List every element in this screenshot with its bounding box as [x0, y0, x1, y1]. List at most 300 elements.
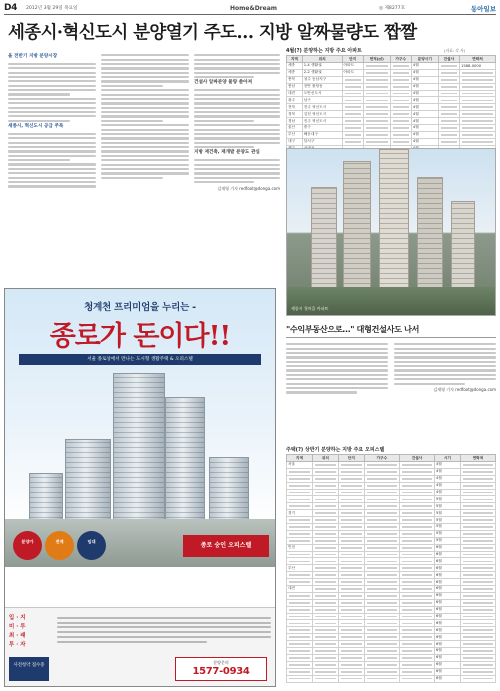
table-row [287, 125, 496, 132]
table-row [287, 551, 496, 558]
table-cell [287, 648, 313, 655]
table-cell [338, 613, 364, 620]
table-row [287, 558, 496, 565]
table-cell [342, 97, 363, 104]
table-cell [364, 613, 399, 620]
table-cell [459, 111, 495, 118]
table-cell [312, 579, 338, 586]
table-cell [312, 572, 338, 579]
ad-badge: 임대 [77, 531, 106, 560]
table-cell [459, 69, 495, 76]
ad-subline: 서울 종로상에서 만나는 도시형 생활주택 & 오피스텔 [19, 354, 261, 365]
table-row [287, 544, 496, 551]
table-header-cell: 가구수 [364, 455, 399, 462]
table-cell [390, 90, 411, 97]
table-header-cell: 연락처 [460, 455, 495, 462]
table-cell: 전주 혁신도시 [302, 104, 342, 111]
table-cell [312, 641, 338, 648]
building-illustration [29, 473, 63, 523]
table-cell [312, 475, 338, 482]
table-row [287, 606, 496, 613]
table-row [287, 90, 496, 97]
table-cell [460, 468, 495, 475]
table-cell: 6월 [434, 606, 460, 613]
table-cell [342, 131, 363, 138]
table-cell: 5월 [434, 517, 460, 524]
table-cell [338, 675, 364, 682]
table-cell [460, 475, 495, 482]
table-cell [460, 661, 495, 668]
table-cell [338, 496, 364, 503]
table-cell [363, 69, 390, 76]
table-cell: 충북 [287, 76, 303, 83]
table-cell: 대전 [287, 586, 313, 593]
table-cell: 인천 [287, 544, 313, 551]
table-cell [363, 138, 390, 145]
table-row [287, 613, 496, 620]
table-cell [460, 482, 495, 489]
table-cell [390, 111, 411, 118]
table-header-cell: 위치 [312, 455, 338, 462]
table-header-cell: 건설사 [399, 455, 434, 462]
text-lines [8, 63, 96, 122]
table-cell: 6월 [434, 654, 460, 661]
table-cell [363, 118, 390, 125]
table-header-cell: 지역 [287, 56, 303, 63]
table-cell [399, 558, 434, 565]
text-lines [101, 54, 189, 179]
table-cell [338, 654, 364, 661]
table-cell [287, 599, 313, 606]
table-cell [342, 118, 363, 125]
table-cell [438, 76, 459, 83]
table1-title: 4월(?) 분양하는 지방 주요 아파트 [286, 48, 362, 54]
table-cell [460, 620, 495, 627]
table-cell [438, 111, 459, 118]
table-cell [460, 634, 495, 641]
table-cell [390, 118, 411, 125]
article-column-3 [194, 52, 280, 284]
table-cell [460, 517, 495, 524]
table-cell [399, 641, 434, 648]
table-cell [364, 606, 399, 613]
table-cell [363, 83, 390, 90]
table-cell [364, 475, 399, 482]
table-cell: 도안신도시 [302, 90, 342, 97]
table-cell: 5월 [434, 537, 460, 544]
table-cell [460, 510, 495, 517]
table-cell [342, 104, 363, 111]
table-cell [338, 586, 364, 593]
table-cell [460, 544, 495, 551]
table-cell [399, 462, 434, 469]
table-cell [399, 572, 434, 579]
table-cell [338, 641, 364, 648]
table-cell [312, 627, 338, 634]
table-cell: 1588-0000 [459, 63, 495, 70]
table-cell [338, 627, 364, 634]
table-cell [438, 131, 459, 138]
table-cell: 4월 [434, 475, 460, 482]
table-row [287, 627, 496, 634]
table-row [287, 104, 496, 111]
table-cell [399, 551, 434, 558]
table-cell [460, 641, 495, 648]
table-cell [390, 125, 411, 132]
table-cell [342, 83, 363, 90]
masthead [4, 3, 496, 15]
table-cell: 아파트 [342, 63, 363, 70]
table-row [287, 76, 496, 83]
table-cell: 6월 [434, 544, 460, 551]
table-cell [399, 496, 434, 503]
table-cell: 1-4 생활권 [302, 63, 342, 70]
table-cell [338, 661, 364, 668]
table-cell [338, 551, 364, 558]
table-cell [390, 104, 411, 111]
table-cell: 4월 [411, 63, 438, 70]
table-cell [312, 530, 338, 537]
ad-tagline: 청계천 프리미엄을 누리는 - [84, 302, 196, 313]
table-cell [338, 468, 364, 475]
table-cell: 6월 [434, 565, 460, 572]
table-cell [363, 104, 390, 111]
table-row [287, 524, 496, 531]
table-cell [312, 592, 338, 599]
text-lines [194, 159, 280, 183]
table-row [287, 131, 496, 138]
advertisement[interactable] [4, 288, 276, 687]
table-cell: 4월 [434, 462, 460, 469]
article-subhead-3: 건설사 알짜분양 물량 쏟아져 [194, 80, 253, 86]
table-cell: 4월 [411, 118, 438, 125]
table-cell [460, 489, 495, 496]
table-cell [338, 572, 364, 579]
table-cell [287, 482, 313, 489]
table-row [287, 510, 496, 517]
table-cell [364, 503, 399, 510]
table-cell [287, 524, 313, 531]
table-cell: 부산 [287, 565, 313, 572]
table-row [287, 69, 496, 76]
table-cell [338, 558, 364, 565]
table-row [287, 462, 496, 469]
table-cell [460, 579, 495, 586]
text-lines [194, 89, 280, 148]
table-row [287, 592, 496, 599]
table-cell [460, 654, 495, 661]
table-cell [438, 125, 459, 132]
article2-byline: 김재영 기자 redfoot@donga.com [433, 386, 496, 392]
table-cell [460, 668, 495, 675]
table-cell: 세종 [287, 63, 303, 70]
table-cell: 천안 불당동 [302, 83, 342, 90]
table-row [287, 641, 496, 648]
table-cell [460, 586, 495, 593]
table-cell [364, 627, 399, 634]
article-subhead-2: 세종시, 혁신도시 공급 주목 [8, 124, 64, 130]
table-row [287, 537, 496, 544]
table-cell [438, 97, 459, 104]
ad-sidebox: 사전청약 접수중 [9, 657, 49, 681]
table-cell [390, 83, 411, 90]
table-cell [364, 496, 399, 503]
table-cell [364, 530, 399, 537]
table-cell: 중구 [302, 125, 342, 132]
table-cell [399, 586, 434, 593]
table-cell [338, 489, 364, 496]
article2-column-2 [394, 341, 496, 439]
article2-title: "수익부동산으로…" 대형건설사도 나서 [286, 324, 420, 334]
table-cell: 6월 [434, 558, 460, 565]
table-cell [438, 118, 459, 125]
table-cell: 6월 [434, 627, 460, 634]
table-cell [399, 627, 434, 634]
table-cell [338, 599, 364, 606]
table-row [287, 634, 496, 641]
table-cell [460, 627, 495, 634]
text-lines [194, 54, 280, 78]
article-subhead-1: 올 전반기 지방 분양시장 [8, 54, 58, 59]
apartment-photo [286, 148, 496, 316]
section-name: Home&Dream [230, 4, 278, 12]
table-cell [399, 606, 434, 613]
table-cell [287, 675, 313, 682]
table-cell: 6월 [434, 648, 460, 655]
table-cell: 6월 [434, 551, 460, 558]
table-cell [312, 489, 338, 496]
table-row [287, 599, 496, 606]
table-cell [364, 668, 399, 675]
page-number: D4 [4, 3, 18, 13]
table-cell [460, 462, 495, 469]
table2-title: 주택(?) 상반기 분양하는 지방 주요 오피스텔 [286, 447, 385, 453]
table-cell [364, 537, 399, 544]
table-cell [399, 613, 434, 620]
table-cell: 6월 [434, 613, 460, 620]
table-cell: 5월 [434, 524, 460, 531]
table-cell [364, 599, 399, 606]
table-cell [287, 668, 313, 675]
table-row [287, 661, 496, 668]
table-cell [364, 641, 399, 648]
table-cell [312, 524, 338, 531]
table-cell: 4월 [411, 69, 438, 76]
table-cell [364, 592, 399, 599]
table-cell [287, 503, 313, 510]
table-cell [460, 503, 495, 510]
table-cell [338, 537, 364, 544]
table-cell: 4월 [411, 90, 438, 97]
table-cell [338, 482, 364, 489]
table-cell [363, 63, 390, 70]
table-cell [312, 620, 338, 627]
table-cell [312, 586, 338, 593]
table-cell [287, 592, 313, 599]
ad-phone-number[interactable]: 1577-0934 [192, 666, 250, 677]
table-cell [459, 97, 495, 104]
table-cell [287, 606, 313, 613]
table-cell: 6월 [434, 634, 460, 641]
ad-brand: 종로 숭인 오피스텔 [183, 535, 269, 557]
table-cell [364, 586, 399, 593]
building-illustration [65, 439, 111, 523]
table-cell: 4월 [411, 104, 438, 111]
table-cell [287, 537, 313, 544]
table-cell [364, 661, 399, 668]
building-illustration [209, 457, 249, 523]
table-cell: 경북 [287, 111, 303, 118]
table-cell: 경기 [287, 510, 313, 517]
table-cell [287, 579, 313, 586]
table-cell: 충남 [287, 83, 303, 90]
table-cell: 6월 [434, 668, 460, 675]
table-cell [460, 613, 495, 620]
table-row [287, 503, 496, 510]
table-cell [438, 83, 459, 90]
table-header-cell: 연락처 [459, 56, 495, 63]
table-cell [338, 462, 364, 469]
table-cell [399, 599, 434, 606]
table-cell [399, 675, 434, 682]
table-cell [364, 572, 399, 579]
text-lines [8, 133, 96, 188]
article2-column-1 [286, 341, 388, 439]
table-cell: 6월 [434, 661, 460, 668]
table-cell: 대전 [287, 90, 303, 97]
table-header-cell: 시기 [434, 455, 460, 462]
table-cell: 세종 [287, 69, 303, 76]
table-cell [363, 111, 390, 118]
table-cell: 부산 [287, 131, 303, 138]
table-cell [287, 517, 313, 524]
table-row [287, 118, 496, 125]
table-cell [363, 90, 390, 97]
table-cell [287, 475, 313, 482]
table-cell [399, 648, 434, 655]
table-cell [312, 544, 338, 551]
table-row [287, 517, 496, 524]
table-cell [338, 606, 364, 613]
table-cell [399, 661, 434, 668]
table-cell: 4월 [411, 111, 438, 118]
apartment-supply-table [286, 55, 496, 153]
table-cell [342, 111, 363, 118]
table-cell [438, 90, 459, 97]
table-cell: 4월 [411, 138, 438, 145]
table-row [287, 468, 496, 475]
table-cell [338, 510, 364, 517]
table-header-cell: 분양시기 [411, 56, 438, 63]
table-cell [460, 599, 495, 606]
table-cell [338, 592, 364, 599]
table-cell [364, 468, 399, 475]
officetel-supply-table [286, 454, 496, 683]
table-cell [364, 675, 399, 682]
table-cell [399, 668, 434, 675]
table-cell [399, 517, 434, 524]
table-cell [364, 544, 399, 551]
table-row [287, 572, 496, 579]
table-cell [312, 634, 338, 641]
paper-logo: 동아일보 [470, 5, 496, 13]
table-cell [364, 489, 399, 496]
table-cell [312, 517, 338, 524]
table-cell [287, 558, 313, 565]
table-cell [364, 620, 399, 627]
table-row [287, 648, 496, 655]
table-row [287, 586, 496, 593]
table-cell: 4월 [411, 76, 438, 83]
table-row [287, 97, 496, 104]
article-subhead-4: 지방 재건축, 재개발 분양도 관심 [194, 150, 260, 156]
table-cell [338, 524, 364, 531]
table-cell: 아파트 [342, 69, 363, 76]
page-headline: 세종시·혁신도시 분양열기 주도… 지방 알짜물량도 짭짤 [8, 23, 417, 43]
table-cell [399, 592, 434, 599]
table-cell: 경남 [287, 118, 303, 125]
table-cell [438, 138, 459, 145]
table-cell: 5월 [434, 530, 460, 537]
table-cell: 6월 [434, 620, 460, 627]
table-cell [364, 482, 399, 489]
table-cell [399, 537, 434, 544]
table-cell [312, 558, 338, 565]
table-cell [459, 104, 495, 111]
table-cell [399, 475, 434, 482]
table-cell [363, 131, 390, 138]
table-cell [460, 675, 495, 682]
table-cell [338, 668, 364, 675]
table-cell [399, 565, 434, 572]
table-cell [312, 510, 338, 517]
table-cell [460, 530, 495, 537]
photo-caption: 세종시 첫마을 아파트 [291, 306, 329, 311]
table-cell: 전북 [287, 104, 303, 111]
article-byline: 김재영 기자 redfoot@donga.com [217, 185, 280, 191]
table-cell [363, 76, 390, 83]
table-header-cell: 지역 [287, 455, 313, 462]
table-cell [399, 634, 434, 641]
table-cell: 6월 [434, 572, 460, 579]
ad-feature-text [57, 614, 271, 646]
table-cell [364, 524, 399, 531]
table-cell: 5월 [434, 503, 460, 510]
table-row [287, 579, 496, 586]
table-cell [390, 63, 411, 70]
table-cell [312, 613, 338, 620]
table-cell [287, 654, 313, 661]
table-cell [364, 648, 399, 655]
table-cell: 광주 [287, 97, 303, 104]
building-illustration [113, 373, 165, 523]
table-cell [399, 579, 434, 586]
table-cell [460, 606, 495, 613]
table-cell [342, 90, 363, 97]
table-row [287, 489, 496, 496]
table-cell [287, 661, 313, 668]
ad-phone-box[interactable] [175, 657, 267, 681]
table-cell [312, 654, 338, 661]
table-cell [438, 63, 459, 70]
table-cell [287, 496, 313, 503]
table-row [287, 565, 496, 572]
table-cell [459, 138, 495, 145]
table-row [287, 668, 496, 675]
table-row [287, 530, 496, 537]
table-header-cell: 가구수 [390, 56, 411, 63]
table-cell [287, 620, 313, 627]
